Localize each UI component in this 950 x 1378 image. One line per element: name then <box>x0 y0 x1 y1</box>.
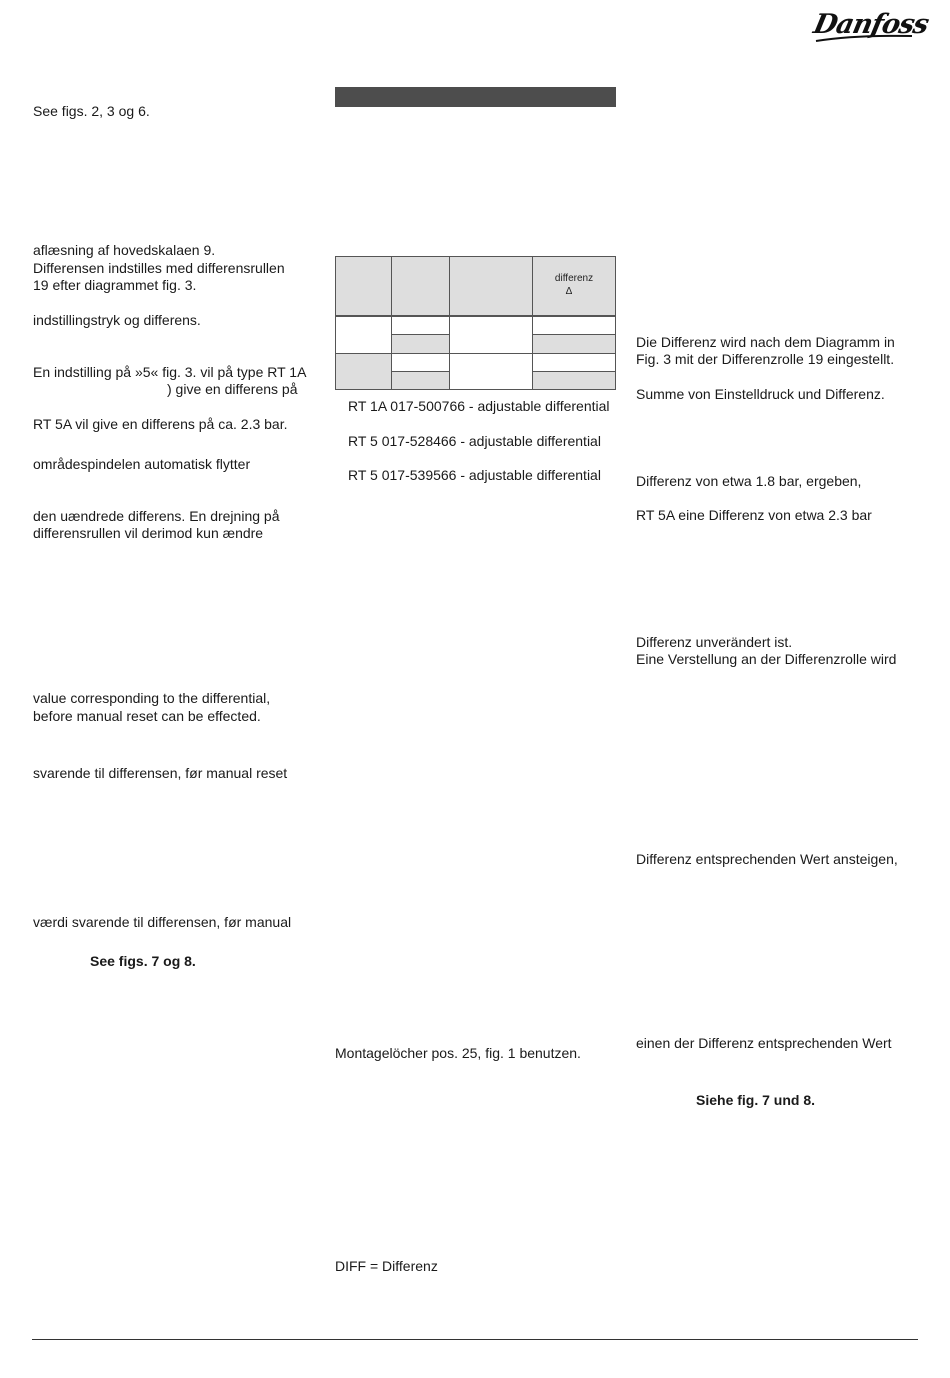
col1-line: differensrullen vil derimod kun ændre <box>33 525 264 541</box>
col3-line: RT 5A eine Differenz von etwa 2.3 bar <box>636 507 872 523</box>
ref-line: RT 1A 017-500766 - adjustable differential <box>348 398 610 414</box>
col3-line: Summe von Einstelldruck und Differenz. <box>636 386 885 402</box>
col3-line: Differenz entsprechenden Wert ansteigen, <box>636 851 898 867</box>
col1-line: værdi svarende til differensen, før manual <box>33 914 292 930</box>
col1-line: En indstilling på »5« fig. 3. vil på type RT 1A <box>33 364 307 380</box>
col1-line: den uændrede differens. En drejning på <box>33 508 280 524</box>
diff-definition: DIFF = Differenz <box>335 1258 438 1274</box>
col1-line: Differensen indstilles med differensrullen <box>33 260 285 276</box>
col1-line: value corresponding to the differential, <box>33 690 271 706</box>
ref-line: RT 5 017-539566 - adjustable differential <box>348 467 601 483</box>
ref-line: RT 5 017-528466 - adjustable differential <box>348 433 601 449</box>
differential-table <box>335 256 616 390</box>
col3-line: Die Differenz wird nach dem Diagramm in <box>636 334 895 350</box>
danfoss-logo: Danfoss <box>810 9 931 40</box>
col1-line: RT 5A vil give en differens på ca. 2.3 bar. <box>33 416 288 432</box>
mount-line: Montagelöcher pos. 25, fig. 1 benutzen. <box>335 1045 581 1061</box>
col1-line: 19 efter diagrammet fig. 3. <box>33 277 197 293</box>
col1-see-figs-bold: See figs. 7 og 8. <box>90 953 196 969</box>
col1-line: ) give en differens på <box>167 381 298 397</box>
col3-line: einen der Differenz entsprechenden Wert <box>636 1035 892 1051</box>
col1-line: aflæsning af hovedskalaen 9. <box>33 242 216 258</box>
logo-swoosh-icon <box>814 33 914 43</box>
table-header-delta: Δ <box>565 286 573 297</box>
col1-line: before manual reset can be effected. <box>33 708 261 724</box>
table-header-diff: differenz <box>554 273 594 284</box>
col1-line: indstillingstryk og differens. <box>33 312 201 328</box>
col1-see-figs: See figs. 2, 3 og 6. <box>33 103 150 119</box>
col3-line: Differenz unverändert ist. <box>636 634 793 650</box>
col1-line: områdespindelen automatisk flytter <box>33 456 251 472</box>
col3-line: Fig. 3 mit der Differenzrolle 19 eingestellt. <box>636 351 895 367</box>
col1-line: svarende til differensen, før manual reset <box>33 765 288 781</box>
col3-line: Differenz von etwa 1.8 bar, ergeben, <box>636 473 862 489</box>
section-header-bar <box>335 87 616 107</box>
col3-see-figs-bold: Siehe fig. 7 und 8. <box>696 1092 816 1108</box>
col3-line: Eine Verstellung an der Differenzrolle wird <box>636 651 897 667</box>
footer-divider <box>32 1339 918 1340</box>
